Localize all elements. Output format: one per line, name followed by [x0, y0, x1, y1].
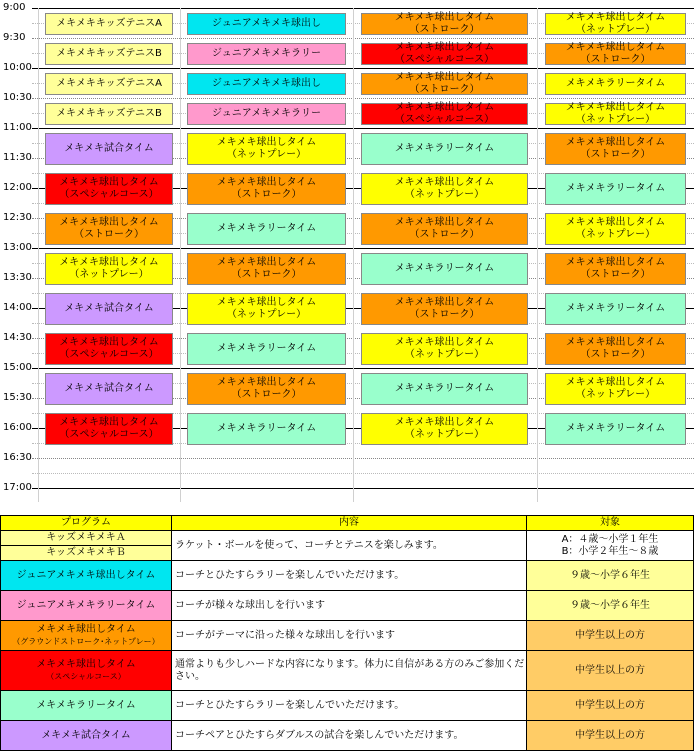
schedule-block[interactable]: メキメキ試合タイム [45, 133, 173, 165]
time-gridline [32, 248, 694, 249]
time-label: 10:00 [3, 62, 32, 73]
schedule-block[interactable]: メキメキ球出しタイム （ネットプレー） [187, 293, 346, 325]
schedule-block[interactable]: メキメキラリータイム [361, 373, 528, 405]
schedule-block[interactable]: メキメキ球出しタイム （ネットプレー） [361, 333, 528, 365]
schedule-block[interactable]: メキメキ球出しタイム （ストローク） [361, 213, 528, 245]
schedule-block[interactable]: メキメキラリータイム [187, 413, 346, 445]
time-label: 16:30 [3, 452, 32, 463]
schedule-block[interactable]: メキメキ球出しタイム （ネットプレー） [545, 103, 686, 125]
quarter-gridline [32, 473, 694, 474]
legend-content: コーチペアとひたすらダブルスの試合を楽しんでいただけます。 [171, 720, 527, 751]
schedule-block[interactable]: メキメキ球出しタイム （ストローク） [545, 133, 686, 165]
schedule-block[interactable]: メキメキラリータイム [545, 173, 686, 205]
legend-program-kids-a: キッズメキメキＡ [0, 530, 172, 546]
legend-content: コーチとひたすらラリーを楽しんでいただけます。 [171, 560, 527, 591]
schedule-block[interactable]: ジュニアメキメキ球出し [187, 73, 346, 95]
time-label: 12:30 [3, 212, 32, 223]
schedule-block[interactable]: メキメキ試合タイム [45, 293, 173, 325]
legend-target: 中学生以上の方 [526, 690, 694, 721]
time-label: 11:00 [3, 122, 32, 133]
schedule-block[interactable]: ジュニアメキメキ球出し [187, 13, 346, 35]
legend-program-name: メキメキ球出しタイム [36, 658, 136, 670]
schedule-block[interactable]: メキメキキッズテニスB [45, 103, 173, 125]
schedule-block[interactable]: メキメキキッズテニスA [45, 73, 173, 95]
schedule-block[interactable]: メキメキ球出しタイム （スペシャルコース） [361, 103, 528, 125]
time-label: 13:00 [3, 242, 32, 253]
schedule-block[interactable]: メキメキ球出しタイム （ネットプレー） [545, 213, 686, 245]
legend-program: メキメキ試合タイム [0, 720, 172, 751]
time-gridline [32, 458, 694, 459]
time-label: 17:00 [3, 482, 32, 493]
time-label: 13:30 [3, 272, 32, 283]
time-gridline [32, 368, 694, 369]
schedule-block[interactable]: メキメキ球出しタイム （ネットプレー） [187, 133, 346, 165]
time-label: 10:30 [3, 92, 32, 103]
column-divider [353, 8, 354, 502]
legend-program: ジュニアメキメキラリータイム [0, 590, 172, 621]
schedule-block[interactable]: ジュニアメキメキラリー [187, 43, 346, 65]
legend-program-sub: （グラウンドストローク･ネットプレー） [12, 636, 160, 646]
schedule-block[interactable]: メキメキ球出しタイム （ストローク） [187, 373, 346, 405]
legend-target-kids-a: A：４歳～小学１年生 [561, 533, 659, 545]
schedule-block[interactable]: メキメキ球出しタイム （ストローク） [545, 253, 686, 285]
schedule-block[interactable]: ジュニアメキメキラリー [187, 103, 346, 125]
legend-target: ９歳～小学６年生 [526, 560, 694, 591]
legend-content: 通常よりも少しハードな内容になります。体力に自信がある方のみご参加ください。 [171, 650, 527, 691]
time-label: 16:00 [3, 422, 32, 433]
legend-target: 中学生以上の方 [526, 620, 694, 651]
time-gridline [32, 128, 694, 129]
legend-program: ジュニアメキメキ球出しタイム [0, 560, 172, 591]
time-gridline [32, 68, 694, 69]
schedule-block[interactable]: メキメキ球出しタイム （ネットプレー） [545, 373, 686, 405]
schedule-block[interactable]: メキメキ球出しタイム （ネットプレー） [361, 173, 528, 205]
legend-header-content: 内容 [171, 515, 527, 531]
schedule-block[interactable]: メキメキ球出しタイム （ストローク） [45, 213, 173, 245]
legend-content: コーチがテーマに沿った様々な球出しを行います [171, 620, 527, 651]
schedule-block[interactable]: メキメキ球出しタイム （ストローク） [361, 73, 528, 95]
schedule-block[interactable]: メキメキ球出しタイム （スペシャルコース） [45, 173, 173, 205]
schedule-block[interactable]: メキメキラリータイム [545, 293, 686, 325]
schedule-block[interactable]: メキメキ球出しタイム （ネットプレー） [45, 253, 173, 285]
legend-program-kids-b: キッズメキメキＢ [0, 545, 172, 561]
time-label: 15:00 [3, 362, 32, 373]
schedule-block[interactable]: メキメキラリータイム [545, 73, 686, 95]
schedule-block[interactable]: メキメキ球出しタイム （スペシャルコース） [45, 333, 173, 365]
schedule-block[interactable]: メキメキ球出しタイム （ネットプレー） [361, 413, 528, 445]
time-gridline [32, 38, 694, 39]
time-label: 12:00 [3, 182, 32, 193]
column-divider [537, 8, 538, 502]
schedule-block[interactable]: メキメキキッズテニスB [45, 43, 173, 65]
legend-content: コーチとひたすらラリーを楽しんでいただけます。 [171, 690, 527, 721]
time-label: 15:30 [3, 392, 32, 403]
legend-program-sub: （スペシャルコース） [46, 671, 126, 681]
legend-program-name: メキメキ球出しタイム [36, 623, 136, 635]
time-gridline [32, 8, 694, 9]
schedule-block[interactable]: メキメキ球出しタイム （ネットプレー） [545, 13, 686, 35]
time-label: 14:30 [3, 332, 32, 343]
schedule-block[interactable]: メキメキラリータイム [187, 213, 346, 245]
column-divider [38, 8, 39, 502]
schedule-block[interactable]: メキメキ球出しタイム （ストローク） [545, 333, 686, 365]
schedule-block[interactable]: メキメキキッズテニスA [45, 13, 173, 35]
time-gridline [32, 98, 694, 99]
legend-content: コーチが様々な球出しを行います [171, 590, 527, 621]
column-divider [180, 8, 181, 502]
legend-header-target: 対象 [526, 515, 694, 531]
legend-target-kids [526, 530, 694, 561]
time-label: 14:00 [3, 302, 32, 313]
legend-target: 中学生以上の方 [526, 720, 694, 751]
time-label: 9:00 [3, 2, 26, 13]
schedule-block[interactable]: メキメキ球出しタイム （ストローク） [361, 13, 528, 35]
time-gridline [32, 488, 694, 489]
legend-program [0, 650, 172, 691]
schedule-block[interactable]: メキメキ球出しタイム （スペシャルコース） [45, 413, 173, 445]
schedule-block[interactable]: メキメキ球出しタイム （ストローク） [361, 293, 528, 325]
schedule-block[interactable]: メキメキラリータイム [187, 333, 346, 365]
schedule-block[interactable]: メキメキラリータイム [361, 253, 528, 285]
schedule-block[interactable]: メキメキ球出しタイム （スペシャルコース） [361, 43, 528, 65]
schedule-block[interactable]: メキメキラリータイム [361, 133, 528, 165]
time-label: 11:30 [3, 152, 32, 163]
time-label: 9:30 [3, 32, 26, 43]
legend-target: 中学生以上の方 [526, 650, 694, 691]
legend-header-program: プログラム [0, 515, 172, 531]
schedule-block[interactable]: メキメキ試合タイム [45, 373, 173, 405]
legend-content-kids: ラケット・ボールを使って、コーチとテニスを楽しみます。 [171, 530, 527, 561]
legend-target-kids-b: B：小学２年生～８歳 [561, 545, 659, 557]
schedule-block[interactable]: メキメキラリータイム [545, 413, 686, 445]
schedule-block[interactable]: メキメキ球出しタイム （ストローク） [545, 43, 686, 65]
schedule-block[interactable]: メキメキ球出しタイム （ストローク） [187, 253, 346, 285]
schedule-block[interactable]: メキメキ球出しタイム （ストローク） [187, 173, 346, 205]
legend-program [0, 620, 172, 651]
legend-target: ９歳～小学６年生 [526, 590, 694, 621]
legend-program: メキメキラリータイム [0, 690, 172, 721]
